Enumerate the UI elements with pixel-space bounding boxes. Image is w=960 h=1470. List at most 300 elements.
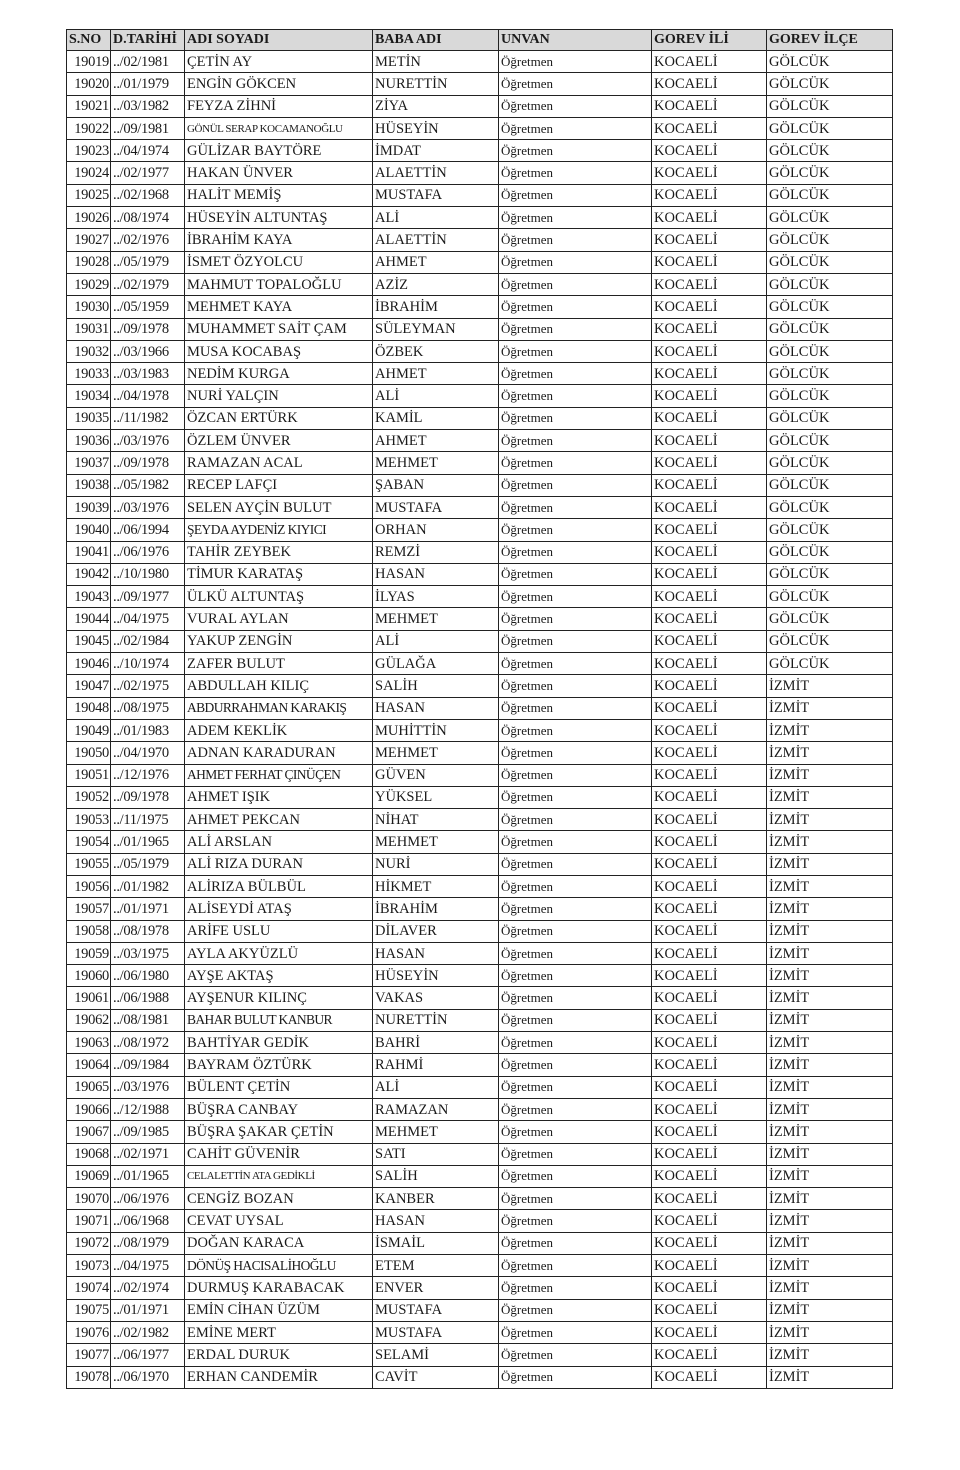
- row-sno: 19049: [67, 719, 111, 741]
- row-province: KOCAELİ: [652, 1299, 767, 1321]
- row-full-name: CELALETTİN ATA GEDİKLİ: [185, 1165, 373, 1187]
- row-title: Öğretmen: [499, 898, 652, 920]
- table-row: [67, 786, 893, 808]
- row-father-name: SÜLEYMAN: [373, 318, 499, 340]
- row-birth-date: ../01/1971: [111, 1299, 185, 1321]
- row-district: GÖLCÜK: [767, 474, 893, 496]
- row-father-name: GÜVEN: [373, 764, 499, 786]
- row-province: KOCAELİ: [652, 697, 767, 719]
- table-row: [67, 987, 893, 1009]
- table-row: [67, 653, 893, 675]
- row-father-name: HASAN: [373, 697, 499, 719]
- row-title: Öğretmen: [499, 318, 652, 340]
- row-birth-date: ../04/1970: [111, 742, 185, 764]
- row-title: Öğretmen: [499, 407, 652, 429]
- row-birth-date: ../02/1979: [111, 273, 185, 295]
- table-row: [67, 229, 893, 251]
- row-birth-date: ../02/1971: [111, 1143, 185, 1165]
- row-full-name: ALİ RIZA DURAN: [185, 853, 373, 875]
- row-sno: 19024: [67, 162, 111, 184]
- row-full-name: ALİSEYDİ ATAŞ: [185, 898, 373, 920]
- row-district: İZMİT: [767, 1277, 893, 1299]
- row-district: İZMİT: [767, 1255, 893, 1277]
- row-father-name: ETEM: [373, 1255, 499, 1277]
- row-district: GÖLCÜK: [767, 73, 893, 95]
- row-birth-date: ../06/1970: [111, 1366, 185, 1388]
- row-father-name: ALİ: [373, 1076, 499, 1098]
- row-father-name: YÜKSEL: [373, 786, 499, 808]
- row-province: KOCAELİ: [652, 1009, 767, 1031]
- row-title: Öğretmen: [499, 1098, 652, 1120]
- row-title: Öğretmen: [499, 95, 652, 117]
- row-province: KOCAELİ: [652, 273, 767, 295]
- row-full-name: CAHİT GÜVENİR: [185, 1143, 373, 1165]
- row-sno: 19034: [67, 385, 111, 407]
- row-full-name: MUHAMMET SAİT ÇAM: [185, 318, 373, 340]
- row-father-name: MUSTAFA: [373, 1299, 499, 1321]
- row-birth-date: ../03/1976: [111, 430, 185, 452]
- table-row: [67, 95, 893, 117]
- table-row: [67, 853, 893, 875]
- row-district: GÖLCÜK: [767, 653, 893, 675]
- table-row: [67, 496, 893, 518]
- row-full-name: ALİRIZA BÜLBÜL: [185, 875, 373, 897]
- row-district: GÖLCÜK: [767, 385, 893, 407]
- row-full-name: ERDAL DURUK: [185, 1344, 373, 1366]
- row-birth-date: ../03/1975: [111, 942, 185, 964]
- row-father-name: HÜSEYİN: [373, 117, 499, 139]
- row-sno: 19070: [67, 1188, 111, 1210]
- row-district: GÖLCÜK: [767, 140, 893, 162]
- row-full-name: AHMET IŞIK: [185, 786, 373, 808]
- row-province: KOCAELİ: [652, 51, 767, 73]
- row-full-name: ÖZLEM ÜNVER: [185, 430, 373, 452]
- row-father-name: ŞABAN: [373, 474, 499, 496]
- row-sno: 19032: [67, 340, 111, 362]
- row-birth-date: ../02/1984: [111, 630, 185, 652]
- header-birth-date: D.TARİHİ: [111, 30, 185, 51]
- row-province: KOCAELİ: [652, 140, 767, 162]
- row-father-name: HÜSEYİN: [373, 965, 499, 987]
- row-district: GÖLCÜK: [767, 296, 893, 318]
- row-birth-date: ../09/1977: [111, 586, 185, 608]
- row-full-name: SELEN AYÇİN BULUT: [185, 496, 373, 518]
- row-full-name: DÖNÜŞ HACISALİHOĞLU: [185, 1255, 373, 1277]
- row-province: KOCAELİ: [652, 1143, 767, 1165]
- row-birth-date: ../11/1975: [111, 809, 185, 831]
- row-sno: 19058: [67, 920, 111, 942]
- row-sno: 19072: [67, 1232, 111, 1254]
- table-row: [67, 920, 893, 942]
- row-full-name: MUSA KOCABAŞ: [185, 340, 373, 362]
- row-province: KOCAELİ: [652, 608, 767, 630]
- row-district: GÖLCÜK: [767, 51, 893, 73]
- row-district: GÖLCÜK: [767, 541, 893, 563]
- table-row: [67, 563, 893, 585]
- row-district: İZMİT: [767, 942, 893, 964]
- table-row: [67, 1032, 893, 1054]
- row-father-name: SALİH: [373, 675, 499, 697]
- row-sno: 19033: [67, 363, 111, 385]
- row-title: Öğretmen: [499, 697, 652, 719]
- row-sno: 19073: [67, 1255, 111, 1277]
- row-father-name: İMDAT: [373, 140, 499, 162]
- table-row: [67, 942, 893, 964]
- row-title: Öğretmen: [499, 608, 652, 630]
- row-full-name: GÜLİZAR BAYTÖRE: [185, 140, 373, 162]
- row-province: KOCAELİ: [652, 430, 767, 452]
- row-sno: 19062: [67, 1009, 111, 1031]
- row-province: KOCAELİ: [652, 942, 767, 964]
- row-province: KOCAELİ: [652, 207, 767, 229]
- row-full-name: BAHTİYAR GEDİK: [185, 1032, 373, 1054]
- row-father-name: MUSTAFA: [373, 496, 499, 518]
- header-province: GOREV İLİ: [652, 30, 767, 51]
- row-province: KOCAELİ: [652, 875, 767, 897]
- row-father-name: KANBER: [373, 1188, 499, 1210]
- row-title: Öğretmen: [499, 1188, 652, 1210]
- row-father-name: HASAN: [373, 1210, 499, 1232]
- header-full-name: ADI SOYADI: [185, 30, 373, 51]
- row-birth-date: ../03/1976: [111, 496, 185, 518]
- row-father-name: HASAN: [373, 942, 499, 964]
- row-title: Öğretmen: [499, 1210, 652, 1232]
- row-province: KOCAELİ: [652, 719, 767, 741]
- table-row: [67, 140, 893, 162]
- row-sno: 19043: [67, 586, 111, 608]
- row-district: İZMİT: [767, 1299, 893, 1321]
- row-title: Öğretmen: [499, 987, 652, 1009]
- table-row: [67, 809, 893, 831]
- row-full-name: HAKAN ÜNVER: [185, 162, 373, 184]
- row-district: İZMİT: [767, 831, 893, 853]
- table-row: [67, 207, 893, 229]
- row-full-name: YAKUP ZENGİN: [185, 630, 373, 652]
- row-father-name: MEHMET: [373, 1121, 499, 1143]
- row-full-name: ABDULLAH KILIÇ: [185, 675, 373, 697]
- row-father-name: AZİZ: [373, 273, 499, 295]
- table-row: [67, 1299, 893, 1321]
- row-district: İZMİT: [767, 898, 893, 920]
- table-row: [67, 519, 893, 541]
- table-row: [67, 318, 893, 340]
- row-birth-date: ../06/1976: [111, 541, 185, 563]
- row-father-name: RAHMİ: [373, 1054, 499, 1076]
- row-full-name: BÜŞRA CANBAY: [185, 1098, 373, 1120]
- row-birth-date: ../02/1968: [111, 184, 185, 206]
- row-title: Öğretmen: [499, 1344, 652, 1366]
- row-sno: 19071: [67, 1210, 111, 1232]
- row-father-name: ÖZBEK: [373, 340, 499, 362]
- table-row: [67, 296, 893, 318]
- row-father-name: DİLAVER: [373, 920, 499, 942]
- table-row: [67, 608, 893, 630]
- row-full-name: MAHMUT TOPALOĞLU: [185, 273, 373, 295]
- row-district: İZMİT: [767, 987, 893, 1009]
- row-title: Öğretmen: [499, 117, 652, 139]
- row-title: Öğretmen: [499, 73, 652, 95]
- row-birth-date: ../04/1974: [111, 140, 185, 162]
- row-birth-date: ../09/1981: [111, 117, 185, 139]
- row-province: KOCAELİ: [652, 296, 767, 318]
- row-full-name: ADNAN KARADURAN: [185, 742, 373, 764]
- row-full-name: İBRAHİM KAYA: [185, 229, 373, 251]
- row-title: Öğretmen: [499, 140, 652, 162]
- row-district: GÖLCÜK: [767, 452, 893, 474]
- row-father-name: ALAETTİN: [373, 162, 499, 184]
- table-row: [67, 1232, 893, 1254]
- row-title: Öğretmen: [499, 1009, 652, 1031]
- row-district: GÖLCÜK: [767, 363, 893, 385]
- row-sno: 19078: [67, 1366, 111, 1388]
- row-province: KOCAELİ: [652, 1255, 767, 1277]
- table-row: [67, 430, 893, 452]
- row-birth-date: ../10/1980: [111, 563, 185, 585]
- row-sno: 19047: [67, 675, 111, 697]
- table-row: [67, 1321, 893, 1343]
- row-district: GÖLCÜK: [767, 207, 893, 229]
- row-sno: 19023: [67, 140, 111, 162]
- table-row: [67, 586, 893, 608]
- row-title: Öğretmen: [499, 853, 652, 875]
- row-district: İZMİT: [767, 719, 893, 741]
- row-father-name: ALAETTİN: [373, 229, 499, 251]
- row-district: İZMİT: [767, 764, 893, 786]
- row-birth-date: ../05/1979: [111, 251, 185, 273]
- row-birth-date: ../06/1988: [111, 987, 185, 1009]
- row-birth-date: ../08/1978: [111, 920, 185, 942]
- row-province: KOCAELİ: [652, 95, 767, 117]
- row-sno: 19076: [67, 1321, 111, 1343]
- row-district: İZMİT: [767, 1143, 893, 1165]
- row-title: Öğretmen: [499, 430, 652, 452]
- row-birth-date: ../03/1966: [111, 340, 185, 362]
- row-father-name: SALİH: [373, 1165, 499, 1187]
- table-row: [67, 1366, 893, 1388]
- row-birth-date: ../11/1982: [111, 407, 185, 429]
- row-district: İZMİT: [767, 675, 893, 697]
- table-row: [67, 1277, 893, 1299]
- table-row: [67, 363, 893, 385]
- header-district: GOREV İLÇE: [767, 30, 893, 51]
- row-district: İZMİT: [767, 1366, 893, 1388]
- row-father-name: CAVİT: [373, 1366, 499, 1388]
- row-sno: 19063: [67, 1032, 111, 1054]
- table-row: [67, 73, 893, 95]
- row-birth-date: ../12/1988: [111, 1098, 185, 1120]
- row-father-name: AHMET: [373, 430, 499, 452]
- row-birth-date: ../01/1965: [111, 1165, 185, 1187]
- table-row: [67, 965, 893, 987]
- row-birth-date: ../08/1975: [111, 697, 185, 719]
- row-father-name: MUSTAFA: [373, 184, 499, 206]
- row-district: GÖLCÜK: [767, 117, 893, 139]
- table-row: [67, 898, 893, 920]
- row-province: KOCAELİ: [652, 965, 767, 987]
- row-birth-date: ../09/1978: [111, 452, 185, 474]
- row-sno: 19055: [67, 853, 111, 875]
- row-sno: 19057: [67, 898, 111, 920]
- row-father-name: MUHİTTİN: [373, 719, 499, 741]
- row-district: GÖLCÜK: [767, 273, 893, 295]
- row-title: Öğretmen: [499, 340, 652, 362]
- row-sno: 19030: [67, 296, 111, 318]
- row-birth-date: ../05/1982: [111, 474, 185, 496]
- row-province: KOCAELİ: [652, 1054, 767, 1076]
- row-full-name: CEVAT UYSAL: [185, 1210, 373, 1232]
- row-sno: 19061: [67, 987, 111, 1009]
- row-sno: 19056: [67, 875, 111, 897]
- row-title: Öğretmen: [499, 586, 652, 608]
- row-sno: 19075: [67, 1299, 111, 1321]
- row-title: Öğretmen: [499, 1321, 652, 1343]
- row-sno: 19068: [67, 1143, 111, 1165]
- table-row: [67, 1344, 893, 1366]
- row-full-name: MEHMET KAYA: [185, 296, 373, 318]
- row-title: Öğretmen: [499, 1054, 652, 1076]
- row-title: Öğretmen: [499, 1076, 652, 1098]
- row-province: KOCAELİ: [652, 1032, 767, 1054]
- row-title: Öğretmen: [499, 452, 652, 474]
- row-district: GÖLCÜK: [767, 184, 893, 206]
- row-birth-date: ../02/1975: [111, 675, 185, 697]
- row-full-name: ABDURRAHMAN KARAKIŞ: [185, 697, 373, 719]
- row-sno: 19041: [67, 541, 111, 563]
- row-province: KOCAELİ: [652, 920, 767, 942]
- row-title: Öğretmen: [499, 786, 652, 808]
- teacher-list-sheet: [66, 29, 892, 1389]
- row-title: Öğretmen: [499, 742, 652, 764]
- row-father-name: NURETTİN: [373, 1009, 499, 1031]
- row-sno: 19042: [67, 563, 111, 585]
- row-father-name: MEHMET: [373, 831, 499, 853]
- table-body: [67, 51, 893, 1389]
- row-full-name: CENGİZ BOZAN: [185, 1188, 373, 1210]
- row-title: Öğretmen: [499, 207, 652, 229]
- row-title: Öğretmen: [499, 1121, 652, 1143]
- row-sno: 19052: [67, 786, 111, 808]
- row-province: KOCAELİ: [652, 1098, 767, 1120]
- table-row: [67, 1009, 893, 1031]
- row-birth-date: ../09/1978: [111, 786, 185, 808]
- row-district: İZMİT: [767, 786, 893, 808]
- row-full-name: DURMUŞ KARABACAK: [185, 1277, 373, 1299]
- row-district: GÖLCÜK: [767, 229, 893, 251]
- row-birth-date: ../03/1982: [111, 95, 185, 117]
- row-province: KOCAELİ: [652, 407, 767, 429]
- row-father-name: ORHAN: [373, 519, 499, 541]
- row-province: KOCAELİ: [652, 987, 767, 1009]
- row-title: Öğretmen: [499, 719, 652, 741]
- row-province: KOCAELİ: [652, 630, 767, 652]
- row-province: KOCAELİ: [652, 586, 767, 608]
- row-full-name: VURAL AYLAN: [185, 608, 373, 630]
- row-father-name: İBRAHİM: [373, 898, 499, 920]
- row-district: GÖLCÜK: [767, 630, 893, 652]
- row-full-name: ŞEYDA AYDENİZ KIYICI: [185, 519, 373, 541]
- row-father-name: İBRAHİM: [373, 296, 499, 318]
- row-full-name: ENGİN GÖKCEN: [185, 73, 373, 95]
- teacher-table: [66, 29, 893, 1389]
- row-sno: 19069: [67, 1165, 111, 1187]
- row-full-name: BAHAR BULUT KANBUR: [185, 1009, 373, 1031]
- row-father-name: NURİ: [373, 853, 499, 875]
- row-title: Öğretmen: [499, 1366, 652, 1388]
- row-title: Öğretmen: [499, 563, 652, 585]
- row-district: İZMİT: [767, 1188, 893, 1210]
- row-full-name: HÜSEYİN ALTUNTAŞ: [185, 207, 373, 229]
- table-row: [67, 162, 893, 184]
- row-birth-date: ../01/1971: [111, 898, 185, 920]
- row-sno: 19065: [67, 1076, 111, 1098]
- row-father-name: KAMİL: [373, 407, 499, 429]
- row-father-name: AHMET: [373, 363, 499, 385]
- row-sno: 19027: [67, 229, 111, 251]
- table-row: [67, 251, 893, 273]
- row-province: KOCAELİ: [652, 1277, 767, 1299]
- row-district: İZMİT: [767, 1121, 893, 1143]
- table-row: [67, 875, 893, 897]
- table-row: [67, 1188, 893, 1210]
- row-title: Öğretmen: [499, 875, 652, 897]
- row-birth-date: ../01/1982: [111, 875, 185, 897]
- row-full-name: ARİFE USLU: [185, 920, 373, 942]
- row-province: KOCAELİ: [652, 1321, 767, 1343]
- row-district: İZMİT: [767, 920, 893, 942]
- row-full-name: NURİ YALÇIN: [185, 385, 373, 407]
- row-district: İZMİT: [767, 742, 893, 764]
- row-province: KOCAELİ: [652, 117, 767, 139]
- row-birth-date: ../05/1979: [111, 853, 185, 875]
- row-title: Öğretmen: [499, 1232, 652, 1254]
- row-birth-date: ../02/1982: [111, 1321, 185, 1343]
- row-birth-date: ../09/1985: [111, 1121, 185, 1143]
- row-title: Öğretmen: [499, 653, 652, 675]
- row-province: KOCAELİ: [652, 1188, 767, 1210]
- row-province: KOCAELİ: [652, 1121, 767, 1143]
- header-father-name: BABA ADI: [373, 30, 499, 51]
- row-birth-date: ../10/1974: [111, 653, 185, 675]
- row-full-name: TİMUR KARATAŞ: [185, 563, 373, 585]
- row-full-name: EMİNE MERT: [185, 1321, 373, 1343]
- row-father-name: AHMET: [373, 251, 499, 273]
- row-province: KOCAELİ: [652, 229, 767, 251]
- table-row: [67, 764, 893, 786]
- table-row: [67, 697, 893, 719]
- row-sno: 19037: [67, 452, 111, 474]
- row-father-name: BAHRİ: [373, 1032, 499, 1054]
- row-birth-date: ../12/1976: [111, 764, 185, 786]
- row-sno: 19045: [67, 630, 111, 652]
- row-province: KOCAELİ: [652, 162, 767, 184]
- row-full-name: ÖZCAN ERTÜRK: [185, 407, 373, 429]
- row-full-name: AYŞENUR KILINÇ: [185, 987, 373, 1009]
- row-birth-date: ../05/1959: [111, 296, 185, 318]
- row-father-name: NURETTİN: [373, 73, 499, 95]
- row-father-name: MEHMET: [373, 742, 499, 764]
- table-row: [67, 184, 893, 206]
- row-sno: 19059: [67, 942, 111, 964]
- row-birth-date: ../06/1977: [111, 1344, 185, 1366]
- table-row: [67, 675, 893, 697]
- row-sno: 19054: [67, 831, 111, 853]
- row-title: Öğretmen: [499, 630, 652, 652]
- row-province: KOCAELİ: [652, 653, 767, 675]
- table-row: [67, 117, 893, 139]
- row-full-name: İSMET ÖZYOLCU: [185, 251, 373, 273]
- row-birth-date: ../04/1978: [111, 385, 185, 407]
- row-sno: 19060: [67, 965, 111, 987]
